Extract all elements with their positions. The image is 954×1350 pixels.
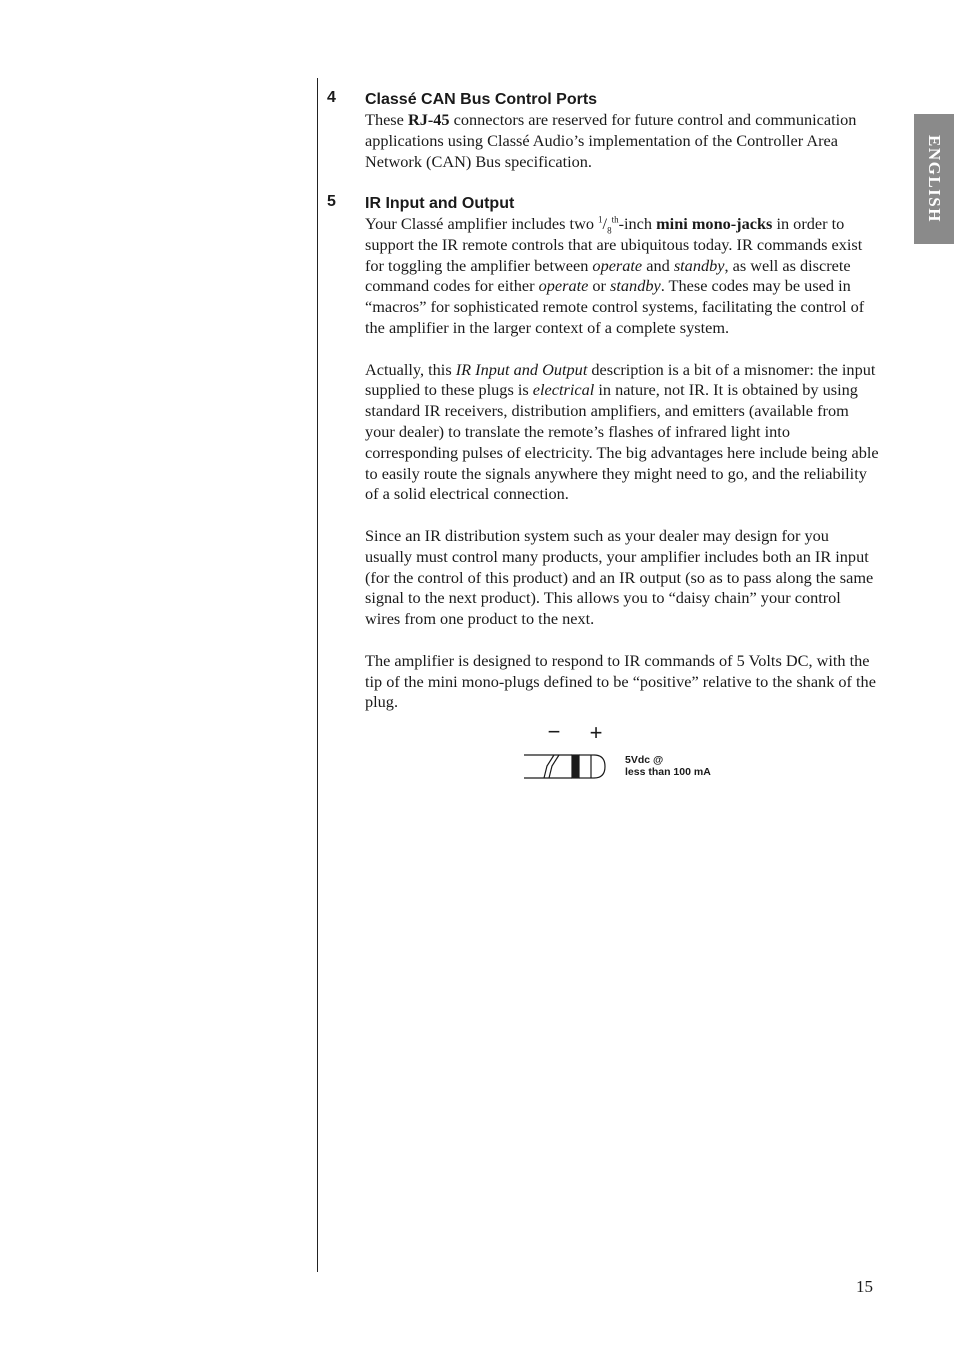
text-run-italic: IR Input and Output [455,359,588,379]
fraction-numerator: 1 [598,214,603,225]
section-title: IR Input and Output [365,195,515,212]
minus-sign: − [547,722,561,744]
text-run: connectors are reserved for future control and communication applications using Classé Audio’s implementation of the Controller Area Network (CAN) Bus specification. [365,110,857,171]
text-run: and [642,255,674,275]
section-title: Classé CAN Bus Control Ports [365,91,598,108]
section-number: 5 [327,193,336,210]
text-run-italic: operate [592,255,643,275]
section-paragraph: The amplifier is designed to respond to IR commands of 5 Volts DC, with the tip of the mini mono-plugs defined to be “positive” relative to the shank of the plug. [365,650,876,712]
text-run: These [365,110,408,129]
ordinal-suffix: th [611,214,619,225]
section-paragraph: Since an IR distribution system such as your dealer may design for you usually must control many products, your amplifier includes both an IR input (for the control of this product) and an IR output (so as to pass along the same signal to the next product). This allows you to “daisy chain” your control wires from one product to the next. [365,525,874,629]
text-run: or [588,276,611,296]
text-run-bold: mini mono-jacks [656,214,773,233]
language-tab [914,114,954,244]
section-can-bus [327,89,879,172]
text-run-bold: RJ-45 [407,110,450,129]
voltage-label-line: 5Vdc @ [625,754,664,766]
text-run: description is a bit of a misnomer: the input supplied to these plugs is [365,359,876,400]
section-ir-input-output [327,193,879,713]
text-run-italic: electrical [532,380,595,400]
text-run: in order to support the IR remote controls that are ubiquitous today. IR commands exist for toggling the amplifier between [365,214,863,275]
text-run: . These codes may be used in “macros” for sophisticated remote control systems, facilitating the control of the amplifier in the larger context of a complete system. [365,276,865,337]
text-run: in nature, not IR. It is obtained by using standard IR receivers, distribution amplifiers, and emitters (available from your dealer) to translate the remote’s flashes of infrared light into corresponding pulses of electricity. The big advantages here include being able to easily route the signals anywhere they might need to go, and the reliability of a solid electrical connection. [365,380,879,504]
page-number: 15 [856,1277,873,1296]
text-run: Your Classé amplifier includes two [365,214,599,233]
language-tab-label: ENGLISH [925,135,944,223]
section-paragraph [365,214,879,339]
vertical-rule [317,78,318,1272]
section-number: 4 [327,89,336,106]
section-paragraph [365,360,879,506]
voltage-label [625,754,711,778]
section-paragraph [365,110,879,172]
current-label-line: less than 100 mA [625,766,711,778]
text-run: Actually, this [365,359,456,379]
fraction-denominator: 8 [607,225,612,236]
text-run-italic: operate [538,276,589,296]
text-run: -inch [618,214,657,233]
text-run-italic: standby [610,276,661,296]
fraction-slash: / [602,214,608,233]
plus-sign: + [589,722,603,745]
plug-icon [524,755,605,778]
text-run-italic: standby [673,255,725,275]
text-run: , as well as discrete command codes for either [365,255,851,296]
